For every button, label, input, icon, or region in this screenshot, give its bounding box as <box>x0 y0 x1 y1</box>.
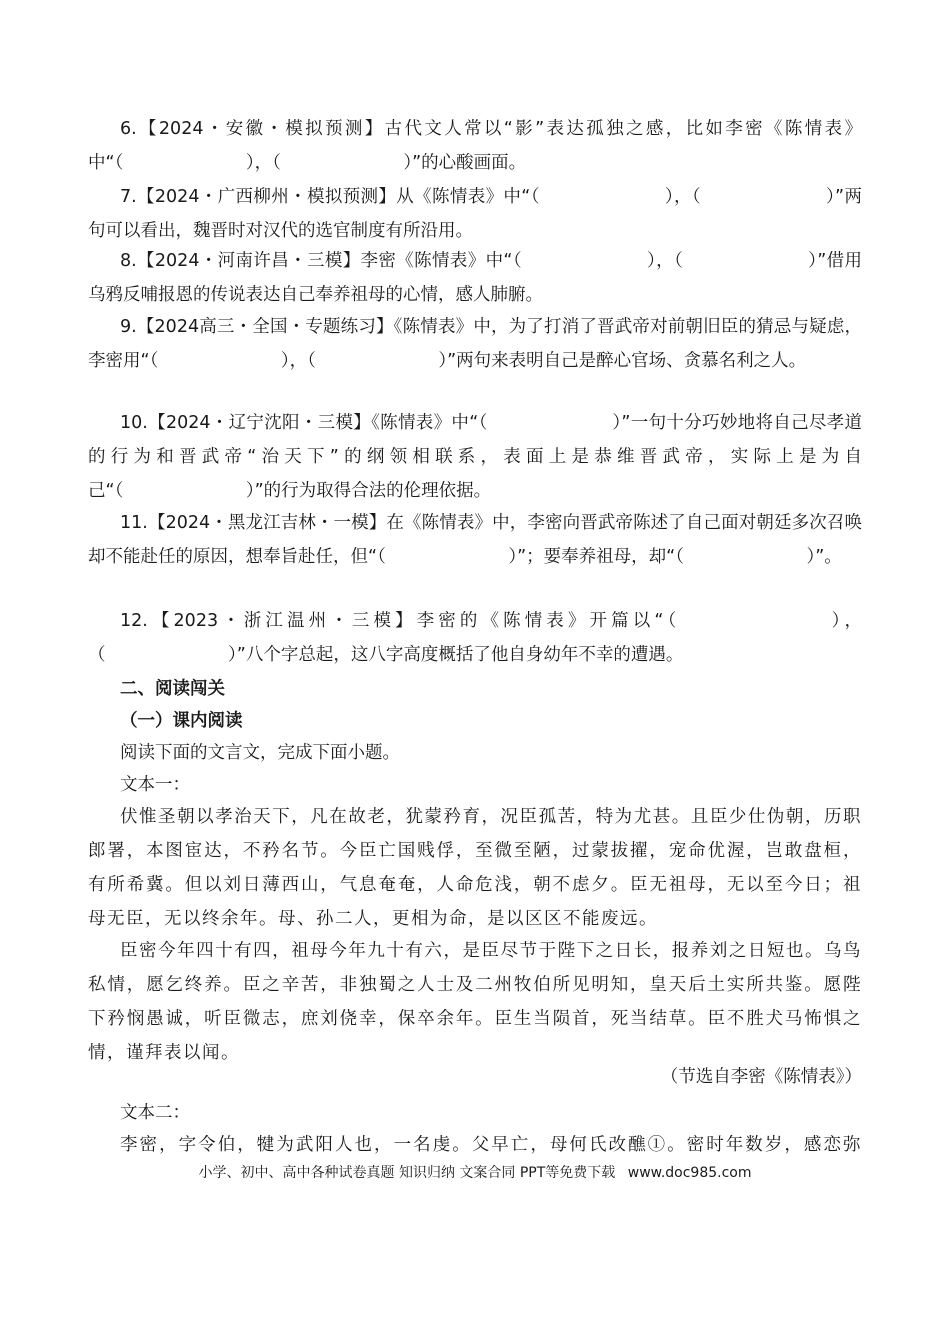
question-9: 9.【2024高三・全国・专题练习】《陈情表》中，为了打消了晋武帝对前朝旧臣的猜忌与疑虑，李密用“（ ），（ ）”两句来表明自己是醉心官场、贪慕名利之人。 <box>88 317 862 371</box>
text1-source: （节选自李密《陈情表》） <box>660 1067 862 1087</box>
section-title: 二、阅读闯关 <box>120 679 225 699</box>
footer-text: 小学、初中、高中各种试卷真题 知识归纳 文案合同 PPT等免费下载 <box>198 1165 616 1181</box>
question-12: 12.【2023・浙江温州・三模】李密的《陈情表》开篇以“（ ），（ ）”八个字总起，这八字高度概括了他自身幼年不幸的遭遇。 <box>88 611 862 665</box>
question-10: 10.【2024・辽宁沈阳・三模】《陈情表》中“（ ）”一句十分巧妙地将自己尽孝道的行为和晋武帝“治天下”的纲领相联系，表面上是恭维晋武帝，实际上是为自己“（ ）”的行为取得合法的伦理依据。 <box>88 413 862 501</box>
text2-label: 文本二： <box>120 1103 190 1123</box>
reading-instruction: 阅读下面的文言文，完成下面小题。 <box>120 743 400 763</box>
text1-paragraph-1: 伏惟圣朝以孝治天下，凡在故老，犹蒙矜育，况臣孤苦，特为尤甚。且臣少仕伪朝，历职郎署，本图宦达，不矜名节。今臣亡国贱俘，至微至陋，过蒙拔擢，宠命优渥，岂敢盘桓，有所希冀。但以刘日薄西山，气息奄奄，人命危浅，朝不虑夕。臣无祖母，无以至今日；祖母无臣，无以终余年。母、孙二人，更相为命，是以区区不能废远。 <box>88 807 862 929</box>
text1-label: 文本一： <box>120 775 190 795</box>
text2-paragraph-1: 李密，字令伯，犍为武阳人也，一名虔。父早亡，母何氏改醮①。密时年数岁，感恋弥 <box>120 1135 862 1155</box>
page-footer <box>0 1162 950 1182</box>
text1-paragraph-2: 臣密今年四十有四，祖母今年九十有六，是臣尽节于陛下之日长，报养刘之日短也。乌鸟私情，愿乞终养。臣之辛苦，非独蜀之人士及二州牧伯所见明知，皇天后土实所共鉴。愿陛下矜悯愚诚，听臣微志，庶刘侥幸，保卒余年。臣生当陨首，死当结草。臣不胜犬马怖惧之情，谨拜表以闻。 <box>88 941 862 1063</box>
question-7: 7.【2024・广西柳州・模拟预测】从《陈情表》中“（ ），（ ）”两句可以看出，魏晋时对汉代的选官制度有所沿用。 <box>88 187 862 241</box>
question-11: 11.【2024・黑龙江吉林・一模】在《陈情表》中，李密向晋武帝陈述了自己面对朝廷多次召唤却不能赴任的原因，想奉旨赴任，但“（ ）”；要奉养祖母，却“（ ）”。 <box>88 513 862 567</box>
footer-url[interactable]: www.doc985.com <box>627 1165 752 1181</box>
question-6: 6.【2024・安徽・模拟预测】古代文人常以“影”表达孤独之感，比如李密《陈情表》中“（ ），（ ）”的心酸画面。 <box>88 119 862 173</box>
subsection-title: （一）课内阅读 <box>120 711 243 731</box>
question-8: 8.【2024・河南许昌・三模】李密《陈情表》中“（ ），（ ）”借用乌鸦反哺报恩的传说表达自己奉养祖母的心情，感人肺腑。 <box>88 251 862 305</box>
